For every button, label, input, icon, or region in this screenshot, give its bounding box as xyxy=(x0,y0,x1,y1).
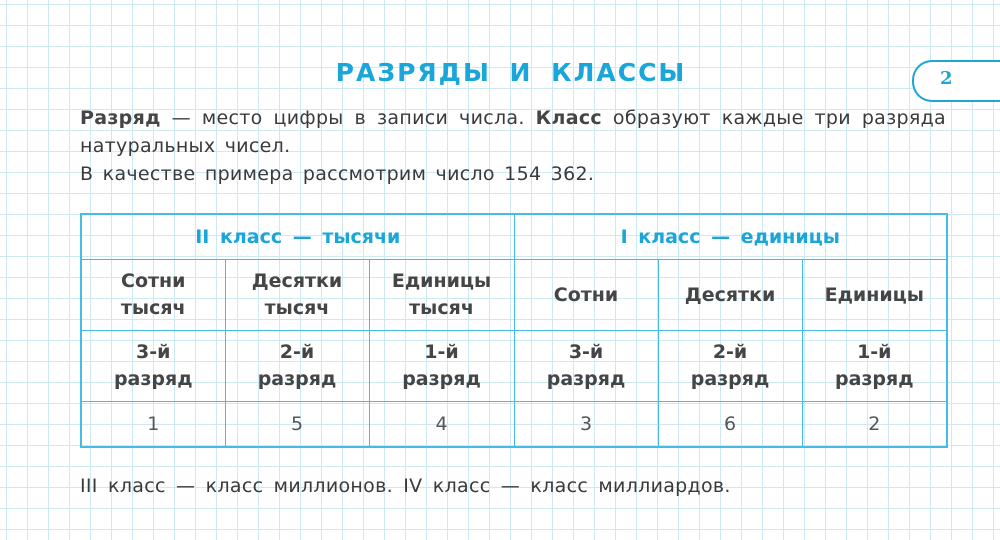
definition-paragraph xyxy=(80,104,946,160)
rank-name-cell: Единицы xyxy=(802,260,947,331)
class-header-units: I класс — единицы xyxy=(514,214,947,260)
rank-name-cell: Единицы тысяч xyxy=(369,260,514,331)
digit-cell: 2 xyxy=(802,402,947,448)
rank-name-cell: Сотни xyxy=(514,260,658,331)
rank-number-cell: 2-й разряд xyxy=(225,331,369,402)
rank-name-cell: Десятки xyxy=(658,260,802,331)
class-term: Класс xyxy=(535,107,602,129)
rank-number-cell: 1-й разряд xyxy=(369,331,514,402)
example-sentence: В качестве примера рассмотрим число 154 362. xyxy=(80,163,595,185)
digit-cell: 3 xyxy=(514,402,658,448)
rank-name-row xyxy=(81,260,947,331)
class-header-row xyxy=(81,214,947,260)
rank-name-cell: Сотни тысяч xyxy=(81,260,225,331)
rank-name-cell: Десятки тысяч xyxy=(225,260,369,331)
rank-number-cell: 1-й разряд xyxy=(802,331,947,402)
intro-text xyxy=(80,104,946,188)
rank-number-row xyxy=(81,331,947,402)
rank-number-cell: 2-й разряд xyxy=(658,331,802,402)
rank-number-cell: 3-й разряд xyxy=(514,331,658,402)
class-definition: образуют каждые три разряда натуральных чисел. xyxy=(80,107,946,157)
rank-number-cell: 3-й разряд xyxy=(81,331,225,402)
digit-cell: 1 xyxy=(81,402,225,448)
rank-definition: — место цифры в записи числа. xyxy=(160,107,536,129)
digit-row xyxy=(81,402,947,448)
rank-term: Разряд xyxy=(80,107,161,129)
class-header-thousands: II класс — тысячи xyxy=(81,214,514,260)
digit-cell: 4 xyxy=(369,402,514,448)
page-number-badge xyxy=(912,60,1000,102)
outro-text: III класс — класс миллионов. IV класс — класс миллиардов. xyxy=(80,475,731,497)
page-number: 2 xyxy=(940,68,953,89)
digit-cell: 6 xyxy=(658,402,802,448)
page-title: РАЗРЯДЫ И КЛАССЫ xyxy=(335,58,687,87)
ranks-classes-table xyxy=(80,213,948,448)
digit-cell: 5 xyxy=(225,402,369,448)
